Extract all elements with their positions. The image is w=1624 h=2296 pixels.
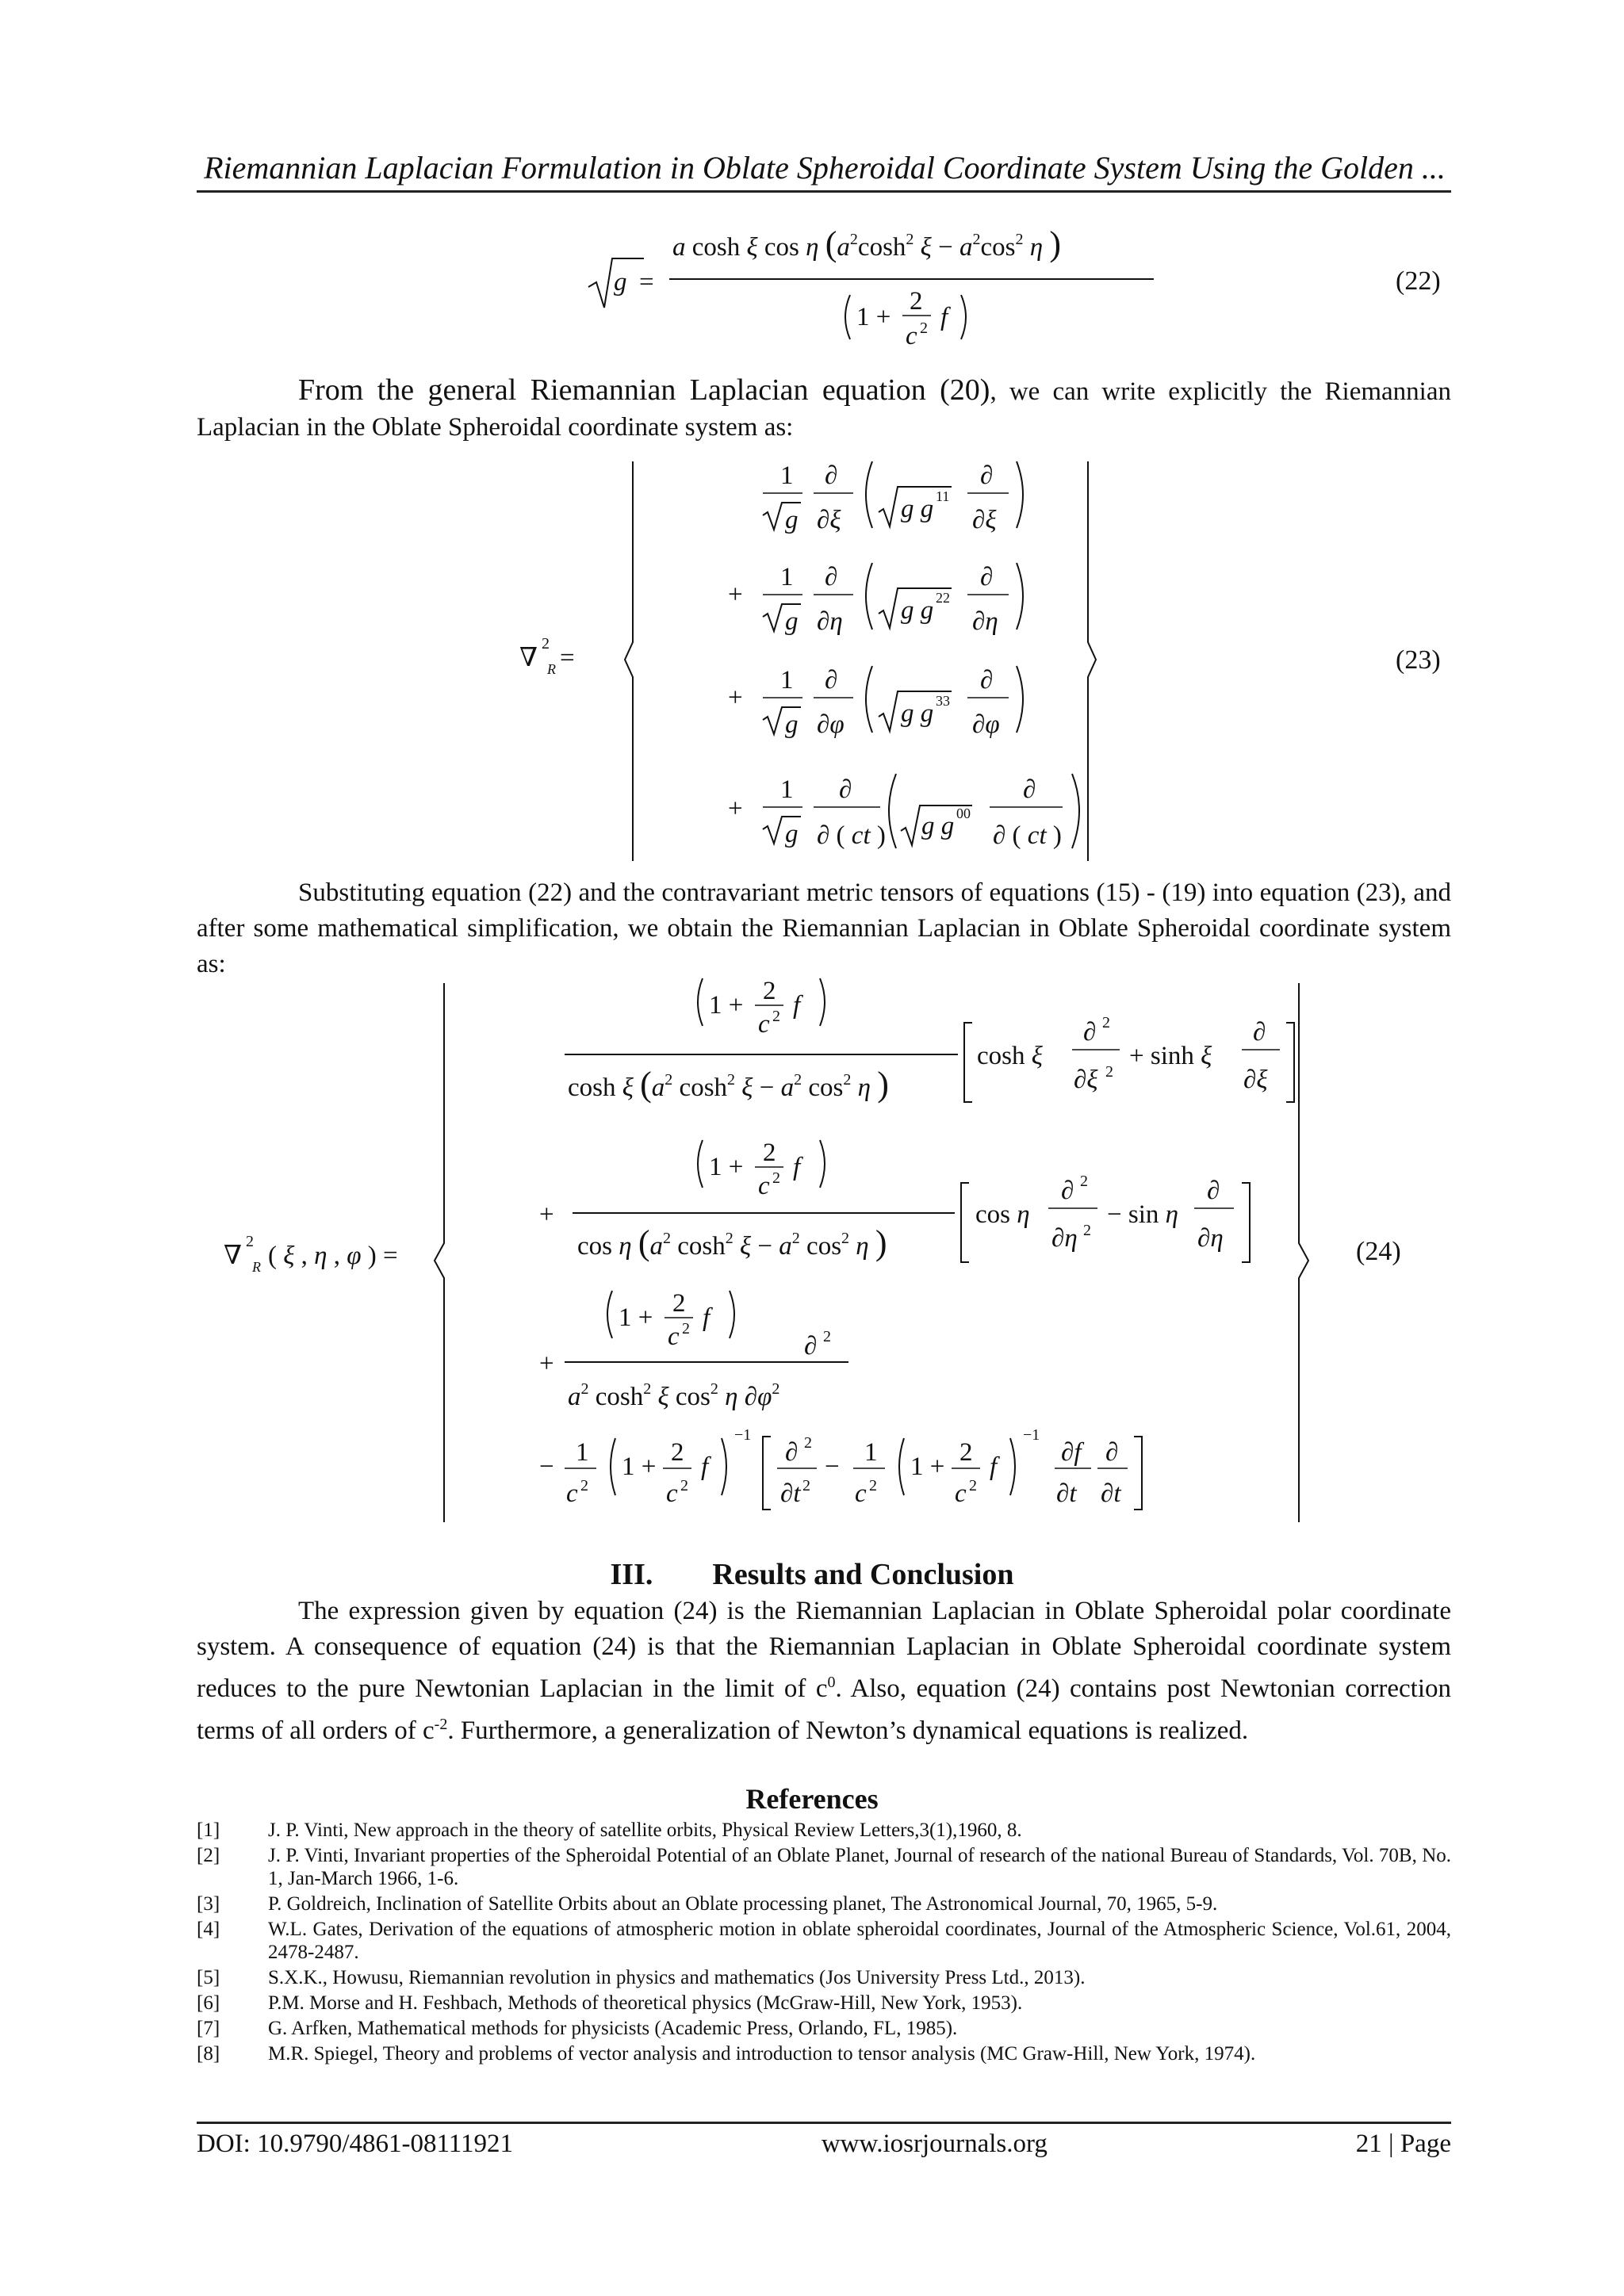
svg-text:=: = [639,268,654,297]
paragraph-2 [197,875,1451,982]
reference-number: [4] [197,1919,220,1940]
svg-text:2: 2 [910,287,923,316]
reference-number: [2] [197,1845,220,1866]
svg-text:∂η: ∂η [817,607,843,636]
equation-23 [0,452,1624,872]
svg-text:∂: ∂ [980,666,994,695]
svg-text:g: g [785,710,799,739]
svg-text:2: 2 [802,1477,810,1494]
paragraph-3-part-a: The expression given by equation (24) is the Riemannian Laplacian in Oblate Spheroidal polar coordinate system. A consequence of equation (24) is that the Riemannian Laplacian in Oblate Spheroidal coordinate system reduces to the pure Newtonian Laplacian in the limit of c [197,1597,1451,1703]
svg-text:2: 2 [671,1438,684,1467]
svg-text:−: − [539,1452,554,1481]
svg-text:−: − [825,1452,840,1481]
svg-text:g: g [614,268,627,297]
svg-text:2: 2 [580,1477,588,1494]
svg-text:∂: ∂ [1061,1177,1074,1205]
svg-text:1: 1 [780,775,794,804]
svg-text:∂: ∂ [980,563,994,591]
svg-text:cosh ξ (a2 cosh2 ξ − a2 cos2 η: cosh ξ ($a^2$ $\cosh^2 \xi - a^2$ $\cos^2 \eta$ ) [568,1065,889,1104]
svg-text:f: f [701,1452,709,1481]
svg-text:g: g [785,607,799,636]
paragraph-2-text: Substituting equation (22) and the contravariant metric tensors of equations (15) - (19) into equation (23), and after some mathematical simplification, we obtain the Riemannian Laplacian in Oblate Spheroidal coordinate system as: [197,878,1451,978]
paragraph-3-superscript-1: 0 [827,1674,836,1691]
reference-number: [7] [197,2018,220,2039]
reference-text: S.X.K., Howusu, Riemannian revolution in physics and mathematics (Jos University Press Ltd., 2013). [268,1967,1086,1988]
svg-text:f: f [793,991,801,1020]
footer-website: www.iosrjournals.org [821,2130,1048,2158]
reference-number: [5] [197,1967,220,1988]
reference-item [197,1844,1451,1890]
svg-text:∂ξ: ∂ξ [972,506,997,534]
svg-text:1: 1 [864,1438,878,1467]
svg-text:∂t: ∂t [1101,1479,1121,1508]
svg-text:c: c [666,1479,678,1508]
svg-text:2: 2 [763,977,776,1005]
svg-text:g g: g g [901,596,934,625]
svg-text:∂t: ∂t [1056,1479,1077,1508]
svg-text:22: 22 [936,590,950,606]
svg-text:∂: ∂ [785,1438,799,1467]
equation-number-22: (22) [1396,266,1441,296]
footer-rule [197,2122,1451,2124]
reference-text: P.M. Morse and H. Feshbach, Methods of theoretical physics (McGraw-Hill, New York, 1953). [268,1992,1023,2014]
svg-text:∂: ∂ [825,461,838,490]
svg-text:∂φ: ∂φ [972,710,1000,739]
svg-text:a cosh ξ cos η (a2cosh2 ξ − a2: a cosh ξ cos η ($a^2\cosh^2$ $\xi - a^2\cos^2$ η ) [672,224,1061,263]
svg-text:1: 1 [780,666,794,695]
svg-text:cos η: cos η [975,1200,1030,1229]
svg-text:2: 2 [1083,1222,1091,1239]
svg-text:R: R [547,661,556,677]
reference-number: [3] [197,1893,220,1915]
svg-text:∂: ∂ [1023,775,1036,804]
svg-text:1: 1 [780,461,794,490]
svg-text:g g: g g [901,495,934,523]
svg-text:( ξ , η , φ ) =: ( ξ , η , φ ) = [268,1242,398,1270]
svg-text:∂f: ∂f [1061,1438,1082,1467]
svg-text:2: 2 [1080,1173,1088,1190]
reference-item [197,1819,1451,1842]
svg-text:=: = [560,644,575,672]
svg-text:c: c [955,1479,967,1508]
paragraph-1-lead: From the general Riemannian Laplacian equation (20) [298,373,990,407]
equation-number-23: (23) [1396,645,1441,675]
reference-item [197,2017,1451,2040]
svg-text:1: 1 [576,1438,589,1467]
svg-text:− sin η: − sin η [1107,1200,1178,1229]
reference-item [197,1992,1451,2015]
svg-text:cos η (a2 cosh2 ξ − a2 cos2 η: cos η ($a^2$ $\cosh^2 \xi - a^2$ $\cos^2 \eta$ ) [577,1223,887,1262]
svg-text:1: 1 [780,563,794,591]
svg-text:2: 2 [1105,1063,1113,1081]
svg-text:−1: −1 [734,1426,752,1444]
references-list [197,1819,1451,2068]
svg-text:−1: −1 [1023,1426,1040,1444]
references-heading: References [745,1783,879,1815]
svg-text:2: 2 [246,1233,254,1250]
header-rule [197,190,1451,193]
reference-item [197,1918,1451,1964]
footer-doi: DOI: 10.9790/4861-08111921 [197,2130,514,2158]
svg-text:c: c [566,1479,578,1508]
svg-text:+: + [539,1349,554,1378]
page-footer [197,2130,1451,2159]
svg-text:+: + [539,1200,554,1229]
svg-text:2: 2 [680,1477,688,1494]
paragraph-1-rest: , we can write explicitly the Riemannian Laplacian in the Oblate Spheroidal coordinate system as: [197,377,1451,442]
reference-text: P. Goldreich, Inclination of Satellite Orbits about an Oblate processing planet, The Astronomical Journal, 70, 1965, 5-9. [268,1893,1218,1915]
svg-text:a2 cosh2 ξ cos2 η ∂φ2: $a^2$ $\cosh^2 \xi$ $\cos^2 \eta$ $\partial\varphi^2$ [568,1380,780,1411]
svg-text:∂η: ∂η [1051,1224,1078,1253]
svg-text:∂: ∂ [1083,1018,1097,1047]
svg-text:2: 2 [920,320,928,337]
svg-text:f: f [990,1452,998,1481]
svg-text:c: c [758,1172,770,1200]
svg-text:∂η: ∂η [1197,1224,1224,1253]
paragraph-1 [197,373,1451,446]
paragraph-3-superscript-2: -2 [434,1716,448,1733]
svg-text:2: 2 [682,1320,690,1337]
reference-number: [8] [197,2043,220,2064]
svg-text:2: 2 [1102,1014,1110,1031]
svg-text:+ sinh ξ: + sinh ξ [1129,1042,1212,1070]
svg-text:∂t: ∂t [780,1479,801,1508]
svg-text:∂η: ∂η [972,607,998,636]
svg-text:∂ξ: ∂ξ [817,506,841,534]
svg-text:∂: ∂ [1207,1177,1220,1205]
equation-number-24: (24) [1356,1237,1401,1266]
svg-text:f: f [793,1153,801,1181]
svg-text:g: g [785,506,799,534]
svg-text:f: f [703,1303,710,1332]
svg-text:2: 2 [672,1289,686,1318]
svg-text:∇: ∇ [224,1242,243,1270]
svg-text:+: + [728,794,743,823]
svg-text:2: 2 [772,1008,780,1025]
svg-text:33: 33 [936,693,950,709]
svg-text:∂ ( ct ): ∂ ( ct ) [817,821,886,850]
svg-text:1 +: 1 + [856,303,891,331]
reference-text: J. P. Vinti, New approach in the theory of satellite orbits, Physical Review Letters,3(1),1960, 8. [268,1820,1022,1841]
svg-text:∂: ∂ [825,563,838,591]
svg-text:∂: ∂ [980,461,994,490]
svg-text:2: 2 [542,635,550,652]
svg-text:c: c [668,1322,680,1351]
svg-text:+: + [728,683,743,712]
svg-text:g g: g g [901,699,934,728]
reference-item [197,2042,1451,2065]
paragraph-3-part-c: . Furthermore, a generalization of Newton’s dynamical equations is realized. [447,1716,1249,1745]
svg-text:c: c [758,1010,770,1039]
svg-text:1 +: 1 + [622,1452,657,1481]
svg-text:∂: ∂ [839,775,852,804]
svg-text:∂ξ: ∂ξ [1243,1066,1268,1094]
svg-text:R: R [252,1259,261,1275]
svg-text:11: 11 [936,488,950,504]
reference-text: G. Arfken, Mathematical methods for physicists (Academic Press, Orlando, FL, 1985). [268,2018,958,2039]
svg-text:∂ ( ct ): ∂ ( ct ) [993,821,1062,850]
svg-text:∂: ∂ [1253,1018,1266,1047]
footer-page-number: 21 | Page [1355,2130,1451,2158]
reference-number: [1] [197,1820,220,1841]
svg-text:1 +: 1 + [709,991,744,1020]
reference-text: M.R. Spiegel, Theory and problems of vector analysis and introduction to tensor analysis (MC Graw-Hill, New York, 1974). [268,2043,1256,2064]
svg-text:∂: ∂ [804,1332,818,1360]
svg-text:+: + [728,580,743,609]
svg-text:00: 00 [956,806,971,821]
reference-text: W.L. Gates, Derivation of the equations of atmospheric motion in oblate spheroidal coordinates, Journal of the Atmospheric Science, Vol.61, 2004, 2478-2487. [268,1919,1451,1963]
svg-text:2: 2 [869,1477,877,1494]
svg-text:∂: ∂ [825,666,838,695]
svg-text:∂φ: ∂φ [817,710,845,739]
reference-item [197,1892,1451,1915]
svg-text:g: g [785,820,799,848]
section-heading [0,1557,1624,1592]
svg-text:c: c [855,1479,867,1508]
svg-text:∇: ∇ [519,644,538,672]
svg-text:∂: ∂ [1105,1438,1119,1467]
svg-text:2: 2 [772,1169,780,1187]
svg-text:2: 2 [969,1477,977,1494]
svg-text:g g: g g [921,812,955,840]
svg-text:2: 2 [763,1138,776,1167]
svg-text:2: 2 [959,1438,973,1467]
svg-text:c: c [906,322,917,350]
section-number: III. [610,1558,653,1591]
svg-text:cosh ξ: cosh ξ [977,1042,1043,1070]
svg-text:1 +: 1 + [709,1153,744,1181]
svg-text:∂ξ: ∂ξ [1074,1066,1098,1094]
svg-text:2: 2 [804,1434,812,1452]
paragraph-3-part-b: . Also, equation (24) contains post Newtonian correction terms of all orders of c [197,1674,1451,1745]
reference-text: J. P. Vinti, Invariant properties of the Spheroidal Potential of an Oblate Planet, Journal of research of the national Bureau of Standards, Vol. 70B, No. 1, Jan-March 1966, 1-6. [268,1845,1451,1889]
svg-text:1 +: 1 + [910,1452,945,1481]
reference-item [197,1966,1451,1989]
reference-number: [6] [197,1992,220,2014]
running-head: Riemannian Laplacian Formulation in Oblate Spheroidal Coordinate System Using the Golden ... [204,150,1446,186]
section-title: Results and Conclusion [712,1558,1014,1591]
paragraph-3 [197,1594,1451,1749]
svg-text:2: 2 [823,1328,831,1345]
equation-22 [0,214,1624,365]
svg-text:1 +: 1 + [619,1303,653,1332]
svg-text:f: f [940,303,948,331]
